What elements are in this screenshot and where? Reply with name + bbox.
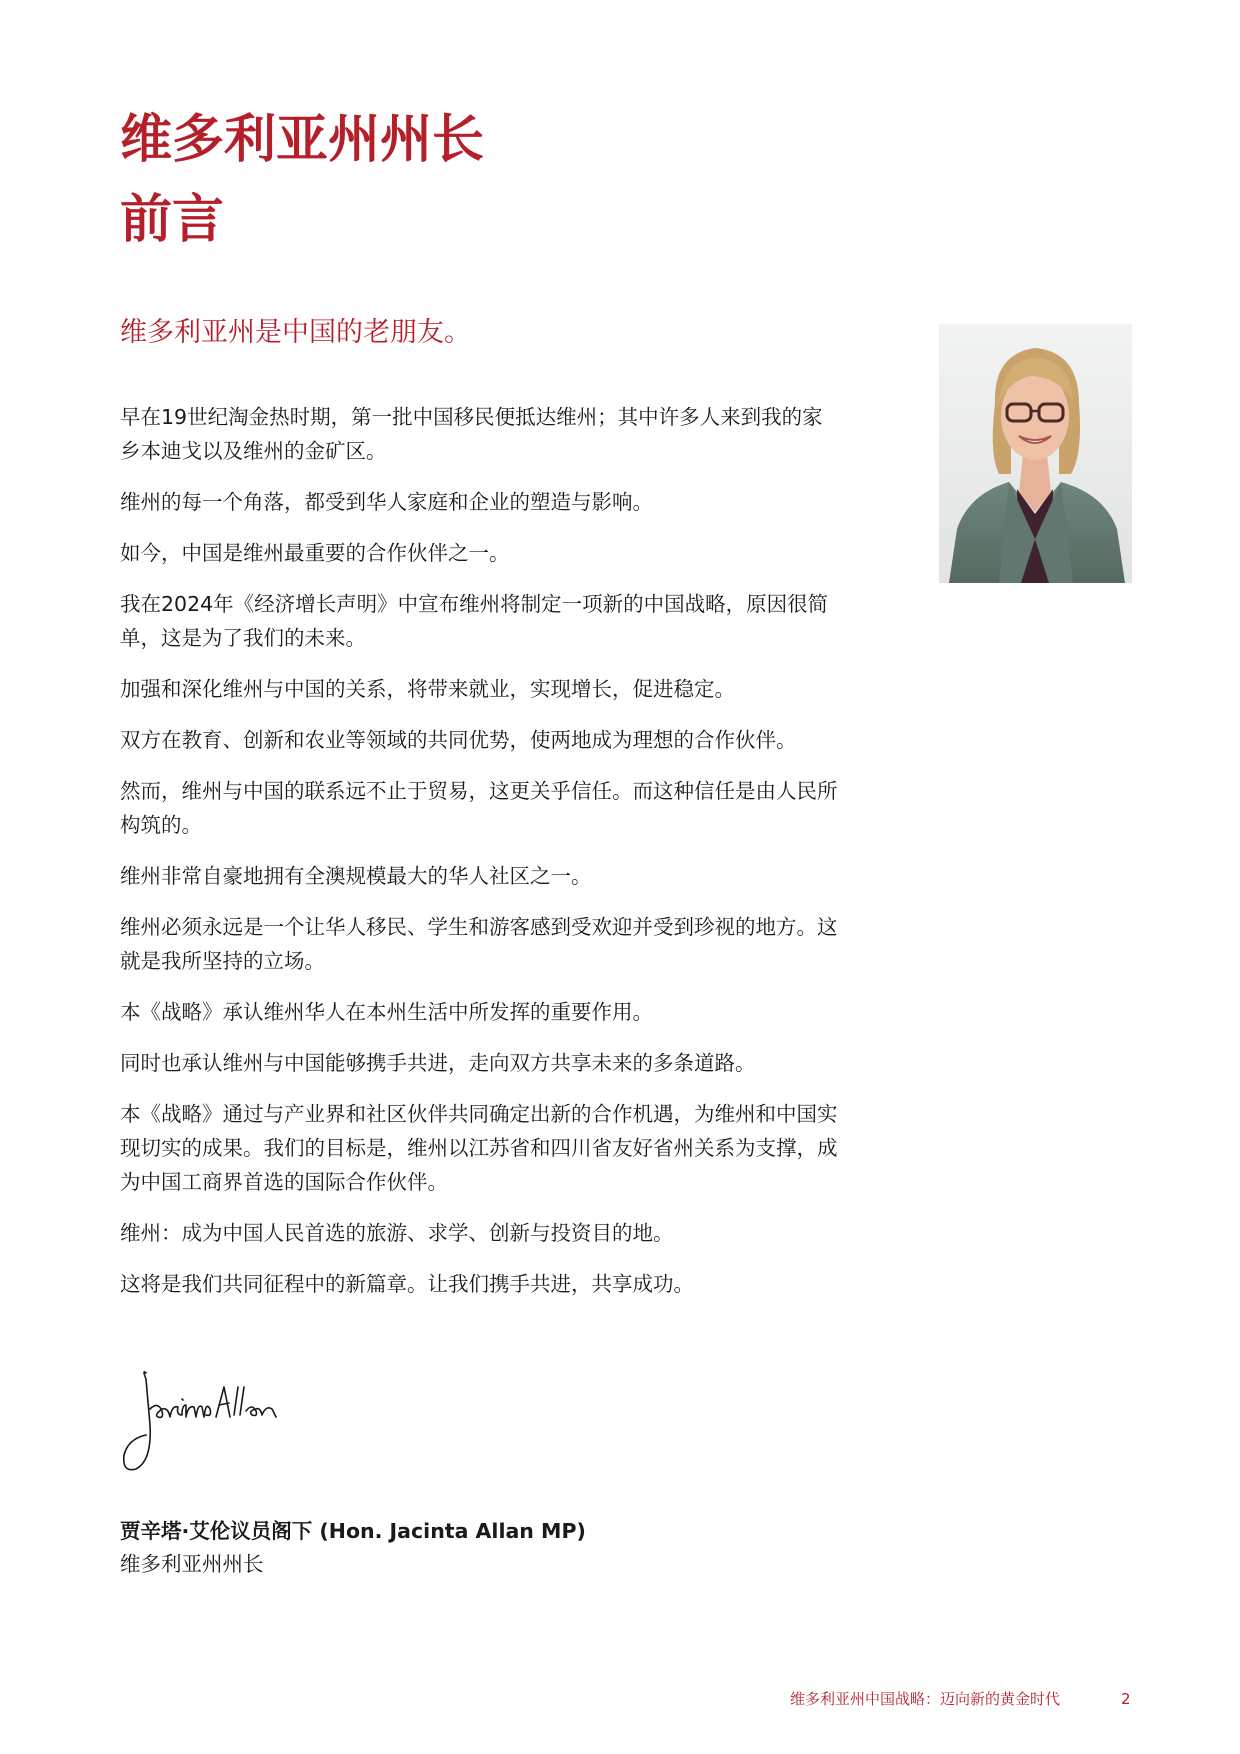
paragraph: 维州：成为中国人民首选的旅游、求学、创新与投资目的地。 (120, 1221, 674, 1245)
paragraph: 如今，中国是维州最重要的合作伙伴之一。 (120, 541, 510, 565)
page-subtitle: 维多利亚州是中国的老朋友。 (120, 317, 471, 348)
paragraph: 双方在教育、创新和农业等领域的共同优势，使两地成为理想的合作伙伴。 (120, 728, 797, 752)
paragraph: 加强和深化维州与中国的关系，将带来就业，实现增长，促进稳定。 (120, 677, 735, 701)
paragraph: 这将是我们共同征程中的新篇章。让我们携手共进，共享成功。 (120, 1272, 694, 1296)
paragraph: 维州的每一个角落，都受到华人家庭和企业的塑造与影响。 (120, 490, 653, 514)
signer-name: 贾辛塔·艾伦议员阁下 (Hon. Jacinta Allan MP) (120, 1519, 586, 1543)
paragraph: 早在19世纪淘金热时期，第一批中国移民便抵达维州；其中许多人来到我的家乡本迪戈以及维州的金矿区。 (120, 405, 823, 463)
paragraph: 然而，维州与中国的联系远不止于贸易，这更关乎信任。而这种信任是由人民所构筑的。 (120, 779, 838, 837)
page-number: 2 (1121, 1690, 1131, 1708)
paragraph: 本《战略》通过与产业界和社区伙伴共同确定出新的合作机遇，为维州和中国实现切实的成果。我们的目标是，维州以江苏省和四川省友好省州关系为支撑，成为中国工商界首选的国际合作伙伴。 (120, 1102, 838, 1194)
footer-document-title: 维多利亚州中国战略：迈向新的黄金时代 (789, 1690, 1060, 1708)
page-title-line2: 前言 (120, 190, 225, 250)
paragraph: 本《战略》承认维州华人在本州生活中所发挥的重要作用。 (120, 1000, 653, 1024)
page-title-line1: 维多利亚州州长 (120, 110, 485, 170)
paragraph: 同时也承认维州与中国能够携手共进，走向双方共享未来的多条道路。 (120, 1051, 756, 1075)
foreword-body (120, 400, 840, 1318)
premier-portrait-photo (939, 324, 1132, 583)
handwritten-signature (116, 1365, 296, 1475)
paragraph: 维州必须永远是一个让华人移民、学生和游客感到受欢迎并受到珍视的地方。这就是我所坚持的立场。 (120, 915, 838, 973)
paragraph: 我在2024年《经济增长声明》中宣布维州将制定一项新的中国战略，原因很简单，这是为了我们的未来。 (120, 592, 829, 650)
paragraph: 维州非常自豪地拥有全澳规模最大的华人社区之一。 (120, 864, 592, 888)
page-title (120, 100, 484, 260)
signer-role: 维多利亚州州长 (120, 1552, 264, 1576)
